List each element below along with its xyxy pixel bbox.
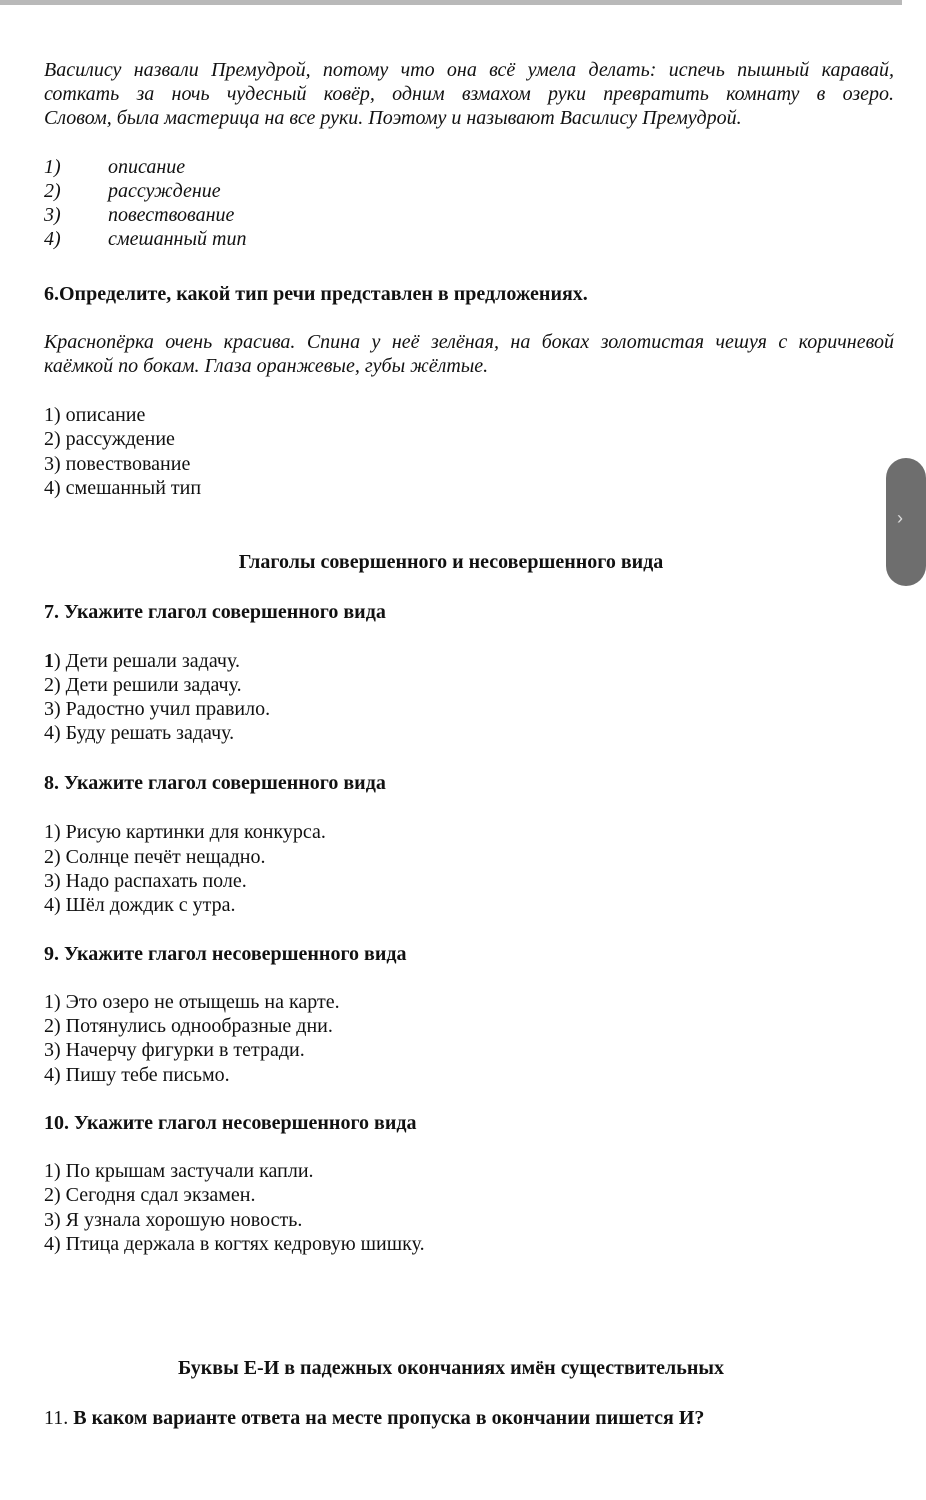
passage-line: Словом, была мастерица на все руки. Поэтому и называют Василису Премудрой. xyxy=(44,107,742,129)
option-text: смешанный тип xyxy=(108,228,247,250)
question-11-title xyxy=(44,1406,704,1430)
answer-option: 2) Сегодня сдал экзамен. xyxy=(44,1184,256,1206)
answer-option: 3) Надо распахать поле. xyxy=(44,870,247,892)
answer-option: 2) рассуждение xyxy=(44,428,175,450)
answer-option: 1) Это озеро не отыщешь на карте. xyxy=(44,991,340,1013)
option-number: 4) xyxy=(44,228,61,250)
question-6-title: 6.Определите, какой тип речи представлен в предложениях. xyxy=(44,283,588,305)
answer-option: 1) Рисую картинки для конкурса. xyxy=(44,821,326,843)
answer-option: 4) Шёл дождик с утра. xyxy=(44,894,236,916)
question-9-title: 9. Укажите глагол несовершенного вида xyxy=(44,943,407,965)
question-text: В каком варианте ответа на месте пропуска в окончании пишется И? xyxy=(68,1407,705,1429)
answer-option: 3) Радостно учил правило. xyxy=(44,698,271,720)
answer-option: 2) Дети решили задачу. xyxy=(44,674,242,696)
option-number: 1) xyxy=(44,156,61,178)
option-number: 3) xyxy=(44,204,61,226)
option-text: рассуждение xyxy=(108,180,221,202)
answer-option: 1) описание xyxy=(44,404,146,426)
option-text: описание xyxy=(108,156,186,178)
passage-line: Василису назвали Премудрой, потому что она всё умела делать: испечь пышный каравай, xyxy=(44,59,894,81)
answer-option: 2) Солнце печёт нещадно. xyxy=(44,846,266,868)
option-number: 2) xyxy=(44,180,61,202)
option-number: 1 xyxy=(44,650,54,672)
option-text: ) Дети решали задачу. xyxy=(54,650,240,672)
section-heading: Буквы Е-И в падежных окончаниях имён существительных xyxy=(178,1357,724,1379)
answer-option: 4) Птица держала в когтях кедровую шишку. xyxy=(44,1233,425,1255)
answer-option: 1) По крышам застучали капли. xyxy=(44,1160,314,1182)
passage-line: Краснопёрка очень красива. Спина у неё зелёная, на боках золотистая чешуя с коричневой xyxy=(44,331,894,353)
answer-option: 2) Потянулись однообразные дни. xyxy=(44,1015,333,1037)
answer-option xyxy=(44,649,240,673)
chevron-icon: › xyxy=(897,508,903,528)
answer-option: 3) Начерчу фигурки в тетради. xyxy=(44,1039,305,1061)
answer-option: 3) Я узнала хорошую новость. xyxy=(44,1209,303,1231)
side-panel-tab[interactable] xyxy=(886,458,926,586)
question-8-title: 8. Укажите глагол совершенного вида xyxy=(44,772,386,794)
passage-line: каёмкой по бокам. Глаза оранжевые, губы жёлтые. xyxy=(44,355,489,377)
question-10-title: 10. Укажите глагол несовершенного вида xyxy=(44,1112,417,1134)
question-7-title: 7. Укажите глагол совершенного вида xyxy=(44,601,386,623)
section-heading: Глаголы совершенного и несовершенного вида xyxy=(238,551,664,573)
option-text: повествование xyxy=(108,204,235,226)
answer-option: 3) повествование xyxy=(44,453,191,475)
passage-line: соткать за ночь чудесный ковёр, одним взмахом руки превратить комнату в озеро. xyxy=(44,83,894,105)
answer-option: 4) смешанный тип xyxy=(44,477,202,499)
answer-option: 4) Буду решать задачу. xyxy=(44,722,235,744)
answer-option: 4) Пишу тебе письмо. xyxy=(44,1064,230,1086)
question-number: 11. xyxy=(44,1407,69,1429)
